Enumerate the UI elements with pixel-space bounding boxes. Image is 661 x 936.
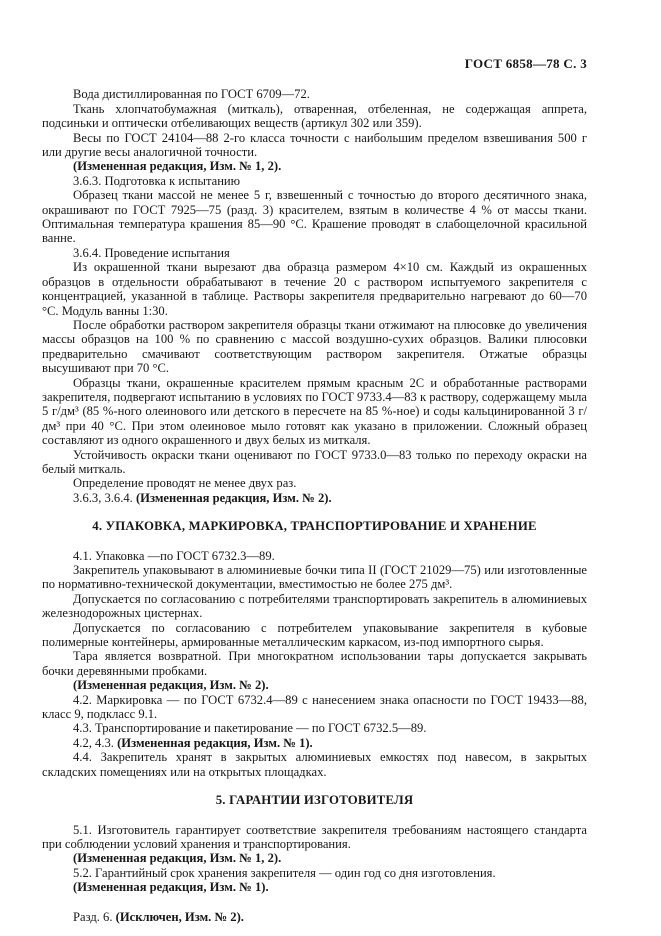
paragraph: 4.4. Закрепитель хранят в закрытых алюминиевых емкостях под навесом, в закрытых складских помещениях или на открытых площадках.	[42, 750, 587, 779]
amendment-note: (Измененная редакция, Изм. № 1).	[73, 880, 269, 895]
paragraph: Из окрашенной ткани вырезают два образца размером 4×10 см. Каждый из окрашенных образцов в отдельности обрабатывают в течение 20 с раствором испытуемого закрепителя с концентрацией, указанной в таблице. Растворы закрепителя предварительно нагревают до 60—70 °С. Модуль ванны 1:30.	[42, 260, 587, 318]
amendment-text: (Измененная редакция, Изм. № 2).	[135, 490, 332, 505]
page-header-doc-number: ГОСТ 6858—78 С. 3	[464, 56, 587, 71]
paragraph: Закрепитель упаковывают в алюминиевые бочки типа II (ГОСТ 21029—75) или изготовленные по нормативно-технической документации, вместимостью не более 275 дм³.	[42, 563, 587, 592]
paragraph: Ткань хлопчатобумажная (миткаль), отваренная, отбеленная, не содержащая аппрета, подсиньки и оптически отбеливающих веществ (артикул 302 или 359).	[42, 101, 587, 131]
paragraph: Допускается по согласованию с потребителем упаковывание закрепителя в кубовые полимерные контейнеры, армированные металлическим каркасом, из-под импортного сырья.	[42, 620, 587, 650]
amendment-note	[42, 736, 587, 750]
amendment-note: (Измененная редакция, Изм. № 2).	[73, 678, 269, 693]
amendment-text: (Измененная редакция, Изм. № 1).	[117, 735, 313, 750]
clause-title: 3.6.3. Подготовка к испытанию	[73, 173, 241, 188]
amendment-note: (Измененная редакция, Изм. № 1, 2).	[73, 851, 282, 866]
paragraph: 5.1. Изготовитель гарантирует соответствие закрепителя требованиям настоящего стандарта при соблюдении условий хранения и транспортирования.	[42, 822, 587, 851]
section-heading-4: 4. УПАКОВКА, МАРКИРОВКА, ТРАНСПОРТИРОВАНИЕ И ХРАНЕНИЕ	[92, 519, 537, 534]
amendment-note: (Измененная редакция, Изм. № 1, 2).	[73, 159, 282, 174]
section-heading-5: 5. ГАРАНТИИ ИЗГОТОВИТЕЛЯ	[215, 793, 414, 808]
paragraph: 4.3. Транспортирование и пакетирование — по ГОСТ 6732.5—89.	[73, 721, 427, 736]
paragraph: После обработки раствором закрепителя образцы ткани отжимают на плюсовке до увеличения массы образцов на 100 % по сравнению с массой воздушно-сухих образцов. Валики плюсовки предварительно смачивают соответствующим раствором закрепителя. Отжатые образцы высушивают при 70 °С.	[42, 317, 587, 376]
paragraph: Весы по ГОСТ 24104—88 2-го класса точности с наибольшим пределом взвешивания 500 г или другие весы аналогичной точности.	[42, 130, 587, 160]
paragraph: Образец ткани массой не менее 5 г, взвешенный с точностью до второго десятичного знака, окрашивают по ГОСТ 7925—75 (разд. 3) красителем, взятым в количестве 4 % от массы ткани. Оптимальная температура крашения 85—90 °С. Крашение проводят в слабощелочной красильной ванне.	[42, 188, 587, 246]
paragraph: Устойчивость окраски ткани оценивают по ГОСТ 9733.0—83 только по переходу окраски на белый миткаль.	[42, 447, 587, 476]
paragraph: Тара является возвратной. При многократном использовании тары допускается закрывать бочки деревянными пробками.	[42, 649, 587, 678]
amendment-text: (Исключен, Изм. № 2).	[115, 909, 244, 924]
paragraph-prefix: 3.6.3, 3.6.4.	[73, 490, 136, 505]
paragraph-prefix: 4.2, 4.3.	[73, 735, 118, 750]
excluded-section-note	[42, 910, 587, 924]
paragraph: Допускается по согласованию с потребителями транспортировать закрепитель в алюминиевых железнодорожных цистернах.	[42, 591, 587, 621]
paragraph: 4.1. Упаковка —по ГОСТ 6732.3—89.	[73, 548, 275, 563]
paragraph: 4.2. Маркировка — по ГОСТ 6732.4—89 с нанесением знака опасности по ГОСТ 19433—88, класс 9, подкласс 9.1.	[42, 692, 587, 722]
amendment-note	[42, 491, 587, 505]
paragraph: Образцы ткани, окрашенные красителем прямым красным 2С и обработанные растворами закрепителя, подвергают испытанию в условиях по ГОСТ 9733.4—83 к раствору, содержащему мыла 5 г/дм³ (85 %-ного олеинового или детского в пересчете на 85 %-ное) и соды кальцинированной 3 г/дм³ при 40 °С. При этом олеиновое мыло готовят как указано в приложении. Сложный образец составляют из одного окрашенного и двух белых из миткаля.	[42, 375, 587, 448]
paragraph: 5.2. Гарантийный срок хранения закрепителя — один год со дня изготовления.	[73, 865, 496, 880]
paragraph: Вода дистиллированная по ГОСТ 6709—72.	[73, 87, 310, 102]
clause-title: 3.6.4. Проведение испытания	[73, 245, 230, 260]
paragraph-prefix: Разд. 6.	[73, 909, 116, 924]
paragraph: Определение проводят не менее двух раз.	[73, 476, 297, 491]
